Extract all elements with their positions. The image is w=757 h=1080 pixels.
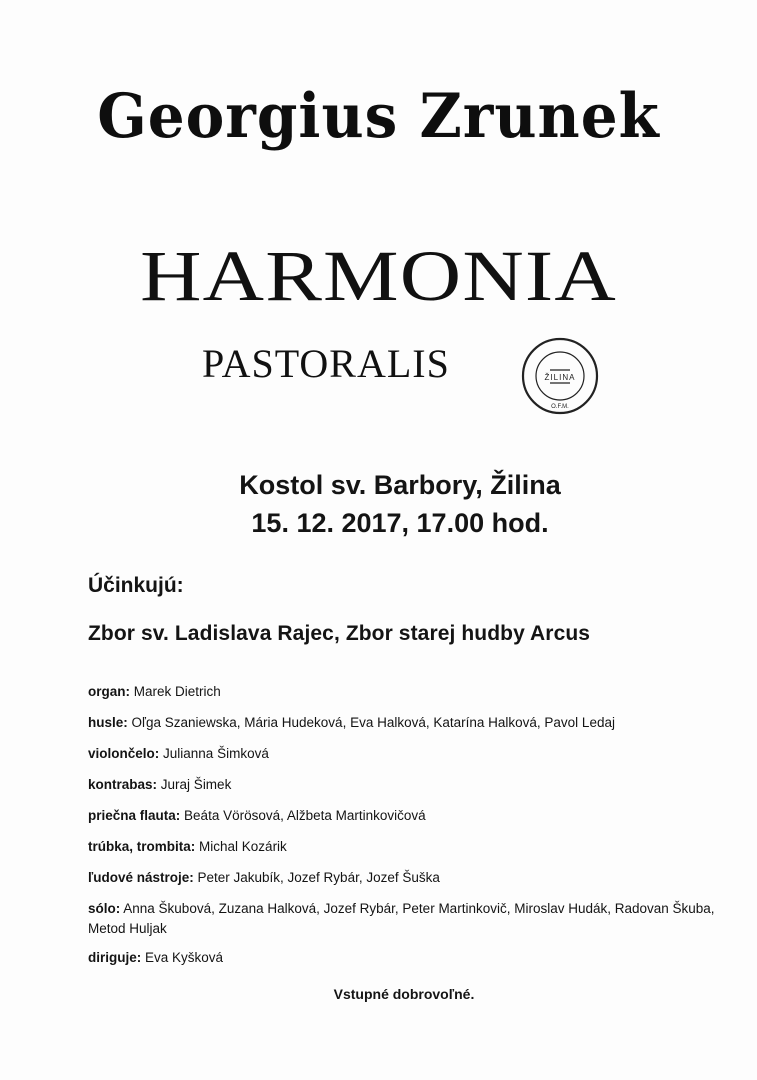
roster-names: Marek Dietrich: [133, 684, 221, 699]
roster-role: violončelo:: [88, 746, 160, 761]
roster-role: kontrabas:: [88, 777, 158, 792]
work-subtitle: PASTORALIS: [202, 341, 450, 386]
roster-role: ľudové nástroje:: [88, 870, 194, 885]
roster-role: sólo:: [88, 901, 121, 916]
svg-text:O.F.M.: O.F.M.: [551, 404, 569, 410]
roster-names: Anna Škubová, Zuzana Halková, Jozef Rybár, Peter Martinkovič, Miroslav Hudák, Radovan Škuba, Metod Huljak: [88, 901, 715, 936]
roster-role: organ:: [88, 684, 130, 699]
roster-role: husle:: [88, 715, 128, 730]
roster-item-solo: [88, 899, 728, 939]
roster-names: Oľga Szaniewska, Mária Hudeková, Eva Halková, Katarína Halková, Pavol Ledaj: [131, 715, 615, 730]
roster-names: Peter Jakubík, Jozef Rybár, Jozef Šuška: [197, 870, 440, 885]
roster-item-organ: [88, 682, 728, 702]
ensembles: Zbor sv. Ladislava Rajec, Zbor starej hudby Arcus: [88, 622, 591, 645]
venue-datetime: 15. 12. 2017, 17.00 hod.: [251, 508, 549, 538]
venue-block: [0, 466, 757, 542]
roster-item-diriguje: [88, 948, 728, 968]
roster-item-ludove: [88, 868, 728, 888]
roster-item-trubka: [88, 837, 728, 857]
svg-text:ŽILINA: ŽILINA: [544, 373, 576, 382]
roster-item-violoncelo: [88, 744, 728, 764]
roster-item-kontrabas: [88, 775, 728, 795]
roster-names: Eva Kyšková: [145, 950, 224, 965]
roster-role: trúbka, trombita:: [88, 839, 196, 854]
work-title: HARMONIA: [140, 236, 617, 316]
roster-names: Michal Kozárik: [199, 839, 287, 854]
roster-names: Juraj Šimek: [160, 777, 232, 792]
venue-place: Kostol sv. Barbory, Žilina: [239, 470, 561, 500]
admission-note: Vstupné dobrovoľné.: [333, 986, 475, 1002]
roster-names: Julianna Šimková: [163, 746, 269, 761]
roster-list: [88, 682, 728, 979]
roster-role: diriguje:: [88, 950, 142, 965]
roster-names: Beáta Vörösová, Alžbeta Martinkovičová: [184, 808, 426, 823]
composer-name: Georgius Zrunek: [97, 80, 660, 152]
roster-role: priečna flauta:: [88, 808, 181, 823]
roster-item-husle: [88, 713, 728, 733]
roster-item-flauta: [88, 806, 728, 826]
performers-heading: Účinkujú:: [88, 574, 184, 597]
library-stamp-icon: [514, 332, 606, 418]
